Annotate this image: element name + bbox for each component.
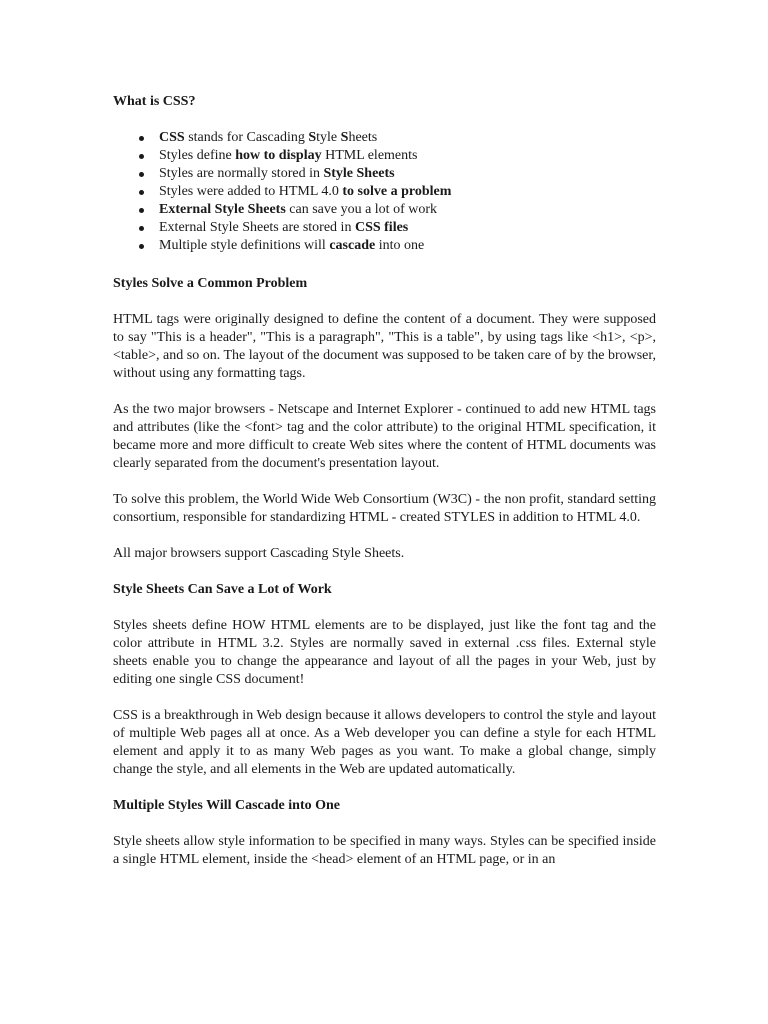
list-item: External Style Sheets are stored in CSS files bbox=[159, 219, 656, 237]
list-item: Multiple style definitions will cascade into one bbox=[159, 237, 656, 255]
list-item: Styles are normally stored in Style Sheets bbox=[159, 165, 656, 183]
page-title: What is CSS? bbox=[113, 94, 196, 109]
paragraph: CSS is a breakthrough in Web design because it allows developers to control the style and layout of multiple Web pages all at once. As a Web developer you can define a style for each HTML element and apply it to as many Web pages as you want. To make a global change, simply change the style, and all elements in the Web are updated automatically. bbox=[113, 708, 656, 777]
section-heading-common-problem: Styles Solve a Common Problem bbox=[113, 276, 308, 291]
paragraph: Styles sheets define HOW HTML elements are to be displayed, just like the font tag and the color attribute in HTML 3.2. Styles are normally saved in external .css files. External style sheets enable you to change the appearance and layout of all the pages in your Web, just by editing one single CSS document! bbox=[113, 618, 656, 687]
section-heading-cascade: Multiple Styles Will Cascade into One bbox=[113, 798, 340, 813]
list-item: Styles were added to HTML 4.0 to solve a problem bbox=[159, 183, 656, 201]
paragraph: Style sheets allow style information to be specified in many ways. Styles can be specified inside a single HTML element, inside the <head> element of an HTML page, or in an bbox=[113, 834, 656, 867]
css-bullet-list bbox=[113, 129, 656, 255]
paragraph: All major browsers support Cascading Style Sheets. bbox=[113, 546, 405, 561]
paragraph: HTML tags were originally designed to define the content of a document. They were supposed to say "This is a header", "This is a paragraph", "This is a table", by using tags like <h1>, <p>, <table>, and so on. The layout of the document was supposed to be taken care of by the browser, without using any formatting tags. bbox=[113, 312, 656, 381]
section-heading-save-work: Style Sheets Can Save a Lot of Work bbox=[113, 582, 332, 597]
list-item: External Style Sheets can save you a lot of work bbox=[159, 201, 656, 219]
paragraph: To solve this problem, the World Wide Web Consortium (W3C) - the non profit, standard setting consortium, responsible for standardizing HTML - created STYLES in addition to HTML 4.0. bbox=[113, 492, 656, 525]
list-item: Styles define how to display HTML elements bbox=[159, 147, 656, 165]
list-item: CSS stands for Cascading Style Sheets bbox=[159, 129, 656, 147]
paragraph: As the two major browsers - Netscape and Internet Explorer - continued to add new HTML tags and attributes (like the <font> tag and the color attribute) to the original HTML specification, it became more and more difficult to create Web sites where the content of HTML documents was clearly separated from the document's presentation layout. bbox=[113, 402, 656, 471]
